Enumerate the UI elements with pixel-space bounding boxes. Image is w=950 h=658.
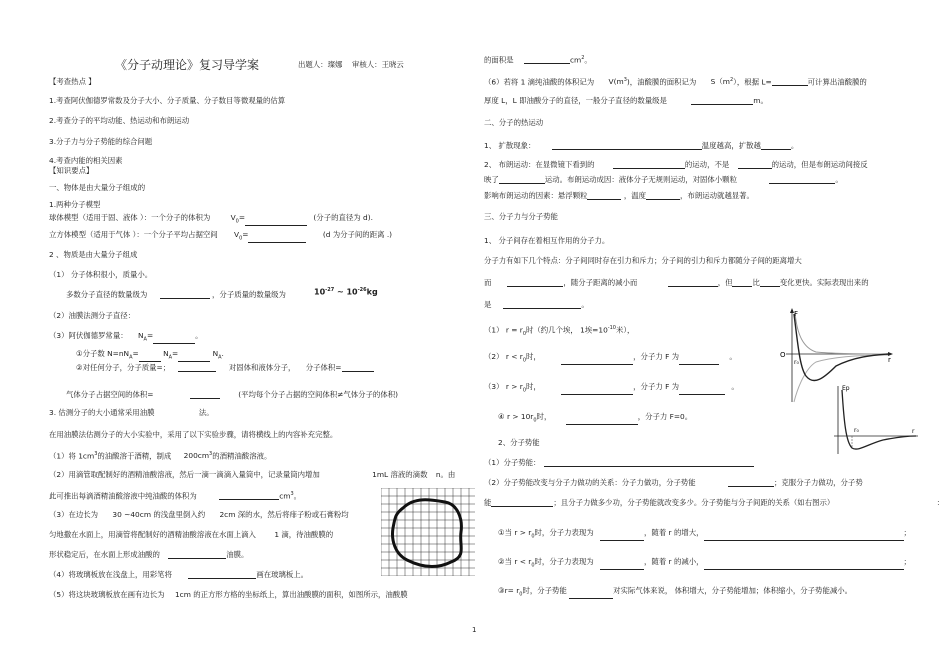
text-line: （1） 分子体积很小，质量小。 xyxy=(49,270,153,279)
ep-axis-label: Ep xyxy=(842,385,850,392)
text-line: 2 、物质是由大量分子组成 xyxy=(49,250,138,259)
text-line: （3）在边长为 30 ~40cm 的浅盘里倒入约 2cm 深的水，然后将痱子粉或石膏粉均 xyxy=(49,510,349,519)
text-line: 3. 估测分子的大小通常采用油膜 法。 xyxy=(49,408,214,417)
page-number: 1 xyxy=(472,626,477,634)
text-line: ①分子数 $N=nN_A= N_A= N_A$. xyxy=(76,349,224,361)
text-line: 气体分子占据空间的体积= (平均每个分子占据的空间体积≠气体分子的体积) xyxy=(66,390,398,399)
text-line: 匀地撒在水面上，用滴管将配制好的酒精油酸溶液在水面上滴入 1 滴，待油酸膜的 xyxy=(49,530,334,539)
text-line: 此可推出每滴酒精油酸溶液中纯油酸的体积为 $cm^3$。 xyxy=(49,491,302,501)
reviewer-label: 审核人：王晓云 xyxy=(352,60,404,69)
text-line: （1） $r = r_0$时（约几个埃， 1埃$=10^{-10}$米）， xyxy=(484,325,635,337)
page-title: 《分子动理论》复习导学案 xyxy=(115,58,260,72)
text-line: （3）阿伏伽德罗常量： $N_A=$ 。 xyxy=(49,331,203,343)
text-line: 在用油膜法估测分子的大小实验中，采用了以下实验步骤，请将横线上的内容补充完整。 xyxy=(49,430,338,439)
text-line: 的面积是 $cm^2$。 xyxy=(484,55,592,65)
section-heading: 【考查热点 】 xyxy=(49,77,96,86)
text-line: 球体模型（适用于固、液体 ）：一个分子的体积为 $V_0=$ (分子的直径为 d). xyxy=(49,213,373,225)
text-line: 1.两种分子模型 xyxy=(49,200,101,209)
text-line: ②对任何分子，分子质量=； 对固体和液体分子， 分子体积= xyxy=(76,363,374,372)
r-axis-label: r xyxy=(888,356,891,364)
text-line: （2）油膜法测分子直径： xyxy=(49,311,136,320)
oil-film-grid-figure xyxy=(381,488,475,576)
text-line: 3.分子力与分子势能的综合问题 xyxy=(49,137,153,146)
text-line: 4.考查内能的相关因素 xyxy=(49,156,123,165)
section-heading: 三、分子力与分子势能 xyxy=(484,212,558,221)
section-heading: 【知识要点】 xyxy=(49,166,94,175)
text-line: ④ $r > 10r_0$时， ，分子力 F=0。 xyxy=(498,412,693,424)
text-line: 厚度 L，L 即油酸分子的直径，一般分子直径的数量级是 m。 xyxy=(484,96,768,105)
text-line: ①当 $r > r_0$时，分子力表现为 ，随着 r 的增大， ； xyxy=(498,528,911,540)
text-line: （2）用滴管取配制好的酒精油酸溶液，然后一滴一滴滴入量筒中，记录量筒内增加 1mL 溶液的滴数 n。由 xyxy=(49,470,456,479)
text-line: ③r= $r_0$时，分子势能 对实际气体来说， 体积增大，分子势能增加；体积缩小，分子势能减小。 xyxy=(498,586,853,598)
text-line: 是 。 xyxy=(484,300,589,309)
oil-film-outline xyxy=(393,500,462,567)
origin-label: O xyxy=(780,351,786,359)
text-line: 能 ；且分子力做多少功，分子势能就改变多少。分子势能与分子间距的关系（如右图示） ： xyxy=(484,498,945,507)
text-line: 2、 布朗运动：在显微镜下看到的 的运动，不是 的运动，但是布朗运动间接反 xyxy=(484,160,868,169)
text-line: （1）分子势能： xyxy=(484,458,754,467)
text-line: 2、分子势能 xyxy=(498,438,540,447)
text-line: 1、 扩散现象： 温度越高，扩散越 。 xyxy=(484,141,799,150)
text-line: （6）若将 1 滴纯油酸的体积记为 $V(m^3)$，油酸膜的面积记为 $S(m^2)$，根据 L= 可计算出油酸膜的 xyxy=(484,77,867,87)
text-line: 多数分子直径的数量级为 ，分子质量的数量级为 xyxy=(66,290,286,299)
text-line: 立方体模型（适用于气体 ）：一个分子平均占据空间 $V_0= (d$ 为分子间的距离 .) xyxy=(49,230,393,242)
force-axis-label: F xyxy=(794,310,799,318)
text-line: 1、 分子间存在着相互作用的分子力。 xyxy=(484,236,610,245)
text-line: （4）将玻璃板放在浅盘上，用彩笔将 画在玻璃板上。 xyxy=(49,570,309,579)
text-line: ②当 $r < r_0$时，分子力表现为 ，随着 r 的减小， ； xyxy=(498,557,911,569)
section-heading: 一、物体是由大量分子组成的 xyxy=(49,183,146,192)
text-line: 形状稳定后，在水面上形成油酸的 油膜。 xyxy=(49,550,249,559)
text-line: （5）将这块玻璃板放在画有边长为 1cm 的正方形方格的坐标纸上，算出油酸膜的面积，如图所示，油酸膜 xyxy=(49,590,408,599)
ep-r0-label: r₀ xyxy=(854,427,859,434)
text-line: 映了 运动。布朗运动成因：液体分子无规则运动，对固体小颗粒 。 xyxy=(484,175,843,184)
text-line: 而 ，随分子距离的减小而 ，但 比 变化更快。实际表现出来的 xyxy=(484,278,869,287)
text-line: 分子力有如下几个特点：分子间同时存在引力和斥力；分子间的引力和斥力都随分子间的距离增大 xyxy=(484,256,802,265)
section-heading: 二、分子的热运动 xyxy=(484,118,544,127)
text-line: 影响布朗运动的因素：悬浮颗粒 ，温度 ，布朗运动就越显著。 xyxy=(484,191,754,200)
text-line: 2.考查分子的平均动能、热运动和布朗运动 xyxy=(49,116,190,125)
author-label: 出题人：璨娜 xyxy=(298,60,343,69)
text-line: （1）将 $1cm^3$的油酸溶于酒精，制成 $200cm^3$的酒精油酸溶液。 xyxy=(49,451,272,461)
mass-magnitude: $10^{-27}$ ~ $10^{-26}kg$ xyxy=(314,287,378,297)
r0-label: r₀ xyxy=(794,359,799,366)
text-line: （2）分子势能改变与分子力做功的关系：分子力做功，分子势能 ；克服分子力做功，分子势 xyxy=(484,478,863,487)
text-line: （2） $r < r_0$时， ，分子力 F 为 。 xyxy=(484,352,737,364)
text-line: 1.考查阿伏伽德罗常数及分子大小、分子质量、分子数目等微观量的估算 xyxy=(49,96,286,105)
ep-r-axis-label: r xyxy=(912,428,915,435)
text-line: （3） $r > r_0$时， ，分子力 F 为 。 xyxy=(484,382,739,394)
potential-energy-graph xyxy=(828,382,920,456)
